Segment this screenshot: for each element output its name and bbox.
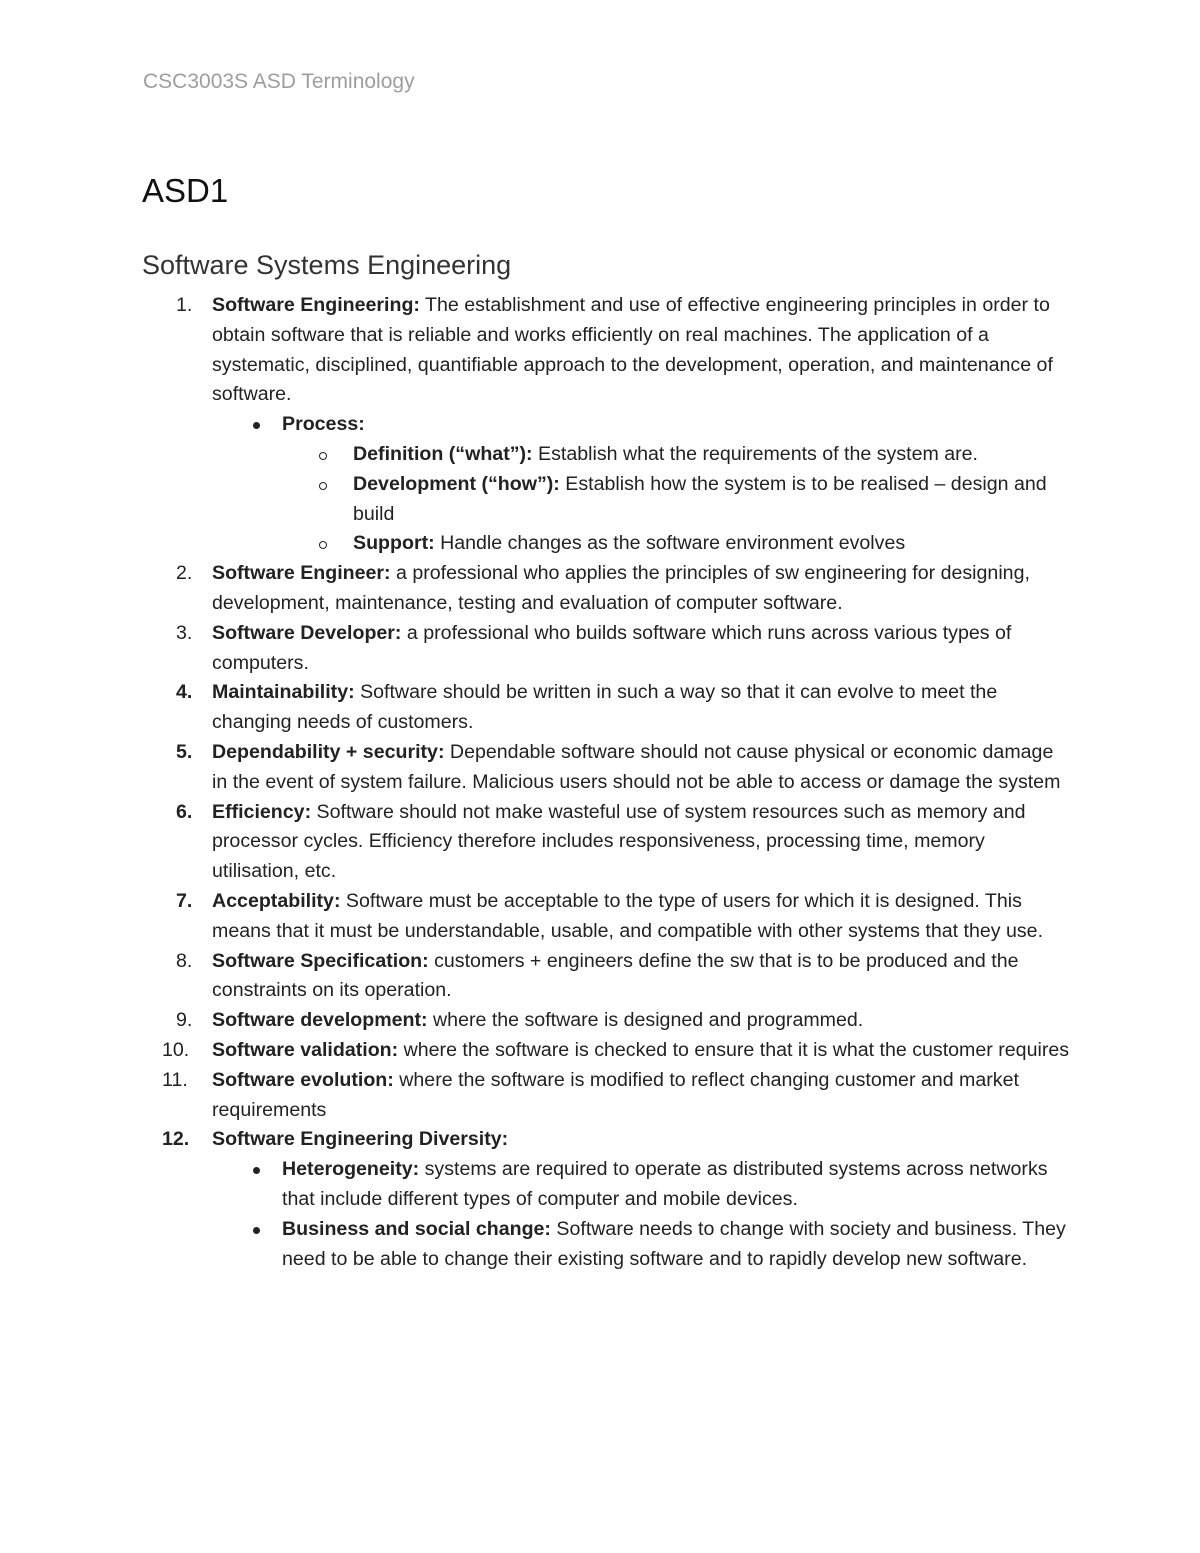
term: Software Specification: — [212, 949, 429, 972]
term: Software validation: — [212, 1038, 399, 1061]
item-number: 1. — [176, 294, 193, 316]
section-title: Software Systems Engineering — [142, 250, 512, 280]
term: Business and social change: — [282, 1217, 551, 1240]
circle-bullet-icon — [319, 452, 327, 460]
circle-bullet-icon — [319, 482, 327, 490]
term: Software development: — [212, 1009, 428, 1032]
term: Software Engineering Diversity: — [212, 1128, 509, 1151]
definition: Software should be written in such a way so that it can evolve to meet the changing needs of customers. — [212, 681, 998, 734]
bullet-icon — [253, 422, 260, 429]
item-number: 5. — [176, 740, 193, 763]
list-item — [143, 619, 1073, 679]
definition: Software needs to change with society and business. They need to be able to change their existing software and to rapidly develop new software. — [282, 1217, 1066, 1270]
list-item — [143, 1036, 1073, 1066]
list-item — [143, 947, 1073, 1007]
term: Software Developer: — [212, 621, 402, 644]
list-item — [143, 1066, 1073, 1126]
list-item — [143, 798, 1073, 887]
term: Heterogeneity: — [282, 1158, 420, 1181]
item-number: 10. — [162, 1038, 190, 1061]
list-item — [143, 1125, 1073, 1155]
item-number: 6. — [176, 800, 193, 823]
term: Maintainability: — [212, 681, 355, 704]
term: Dependability + security: — [212, 740, 445, 763]
bullet-item — [143, 1215, 1073, 1275]
definition: where the software is checked to ensure that it is what the customer requires — [398, 1038, 1070, 1061]
term: Software Engineering: — [212, 294, 420, 316]
item-number: 7. — [176, 889, 193, 912]
bullet-icon — [253, 1227, 260, 1234]
list-item — [143, 1006, 1073, 1036]
list-item — [143, 678, 1073, 738]
definition: where the software is modified to reflect changing customer and market requirements — [212, 1068, 1019, 1121]
definition: Handle changes as the software environment evolves — [434, 532, 906, 555]
item-number: 11. — [162, 1068, 188, 1091]
term: Efficiency: — [212, 800, 312, 823]
sub-bullet-item — [143, 440, 1073, 470]
term: Definition (“what”): — [353, 442, 533, 465]
term: Support: — [353, 532, 435, 555]
definition: customers + engineers define the sw that is to be produced and the constraints on its operation. — [212, 949, 1019, 1002]
definition: Establish how the system is to be realised – design and build — [353, 472, 1047, 525]
term: Acceptability: — [212, 889, 341, 912]
definition: Establish what the requirements of the system are. — [532, 442, 979, 465]
sub-bullet-item — [143, 529, 1073, 559]
definition: Software should not make wasteful use of system resources such as memory and processor cycles. Efficiency therefore includes responsiveness, processing time, memory utilisation, etc. — [212, 800, 1026, 883]
list-item — [143, 887, 1073, 947]
definition: a professional who applies the principles of sw engineering for designing, development, maintenance, testing and evaluation of computer software. — [212, 562, 1030, 614]
definition: where the software is designed and programmed. — [427, 1009, 864, 1032]
document-header: CSC3003S ASD Terminology — [143, 70, 415, 93]
definition: Software must be acceptable to the type of users for which it is designed. This means that it must be understandable, usable, and compatible with other systems that they use. — [212, 889, 1044, 942]
item-number: 8. — [176, 949, 193, 972]
item-number: 9. — [176, 1009, 193, 1032]
terminology-list — [143, 291, 1073, 1274]
term: Process: — [282, 413, 365, 436]
term: Software evolution: — [212, 1068, 394, 1091]
item-number: 3. — [176, 621, 193, 644]
list-item — [143, 559, 1073, 619]
definition: The establishment and use of effective engineering principles in order to obtain software that is reliable and works efficiently on real machines. The application of a systematic, disciplined, quantifiable approach to the development, operation, and maintenance of software. — [212, 294, 1053, 406]
term: Development (“how”): — [353, 472, 560, 495]
item-number: 12. — [162, 1128, 190, 1151]
circle-bullet-icon — [319, 541, 327, 549]
definition: a professional who builds software which runs across various types of computers. — [212, 621, 1012, 674]
bullet-icon — [253, 1167, 260, 1174]
list-item — [143, 291, 1073, 410]
list-item — [143, 738, 1073, 798]
item-number: 4. — [176, 681, 193, 704]
bullet-item — [143, 410, 1073, 440]
definition: systems are required to operate as distributed systems across networks that include different types of computer and mobile devices. — [282, 1158, 1048, 1210]
definition: Dependable software should not cause physical or economic damage in the event of system failure. Malicious users should not be able to access or damage the system — [212, 740, 1061, 793]
item-number: 2. — [176, 562, 193, 585]
sub-bullet-item — [143, 470, 1073, 530]
bullet-item — [143, 1155, 1073, 1215]
term: Software Engineer: — [212, 562, 391, 585]
page-title: ASD1 — [142, 172, 229, 209]
